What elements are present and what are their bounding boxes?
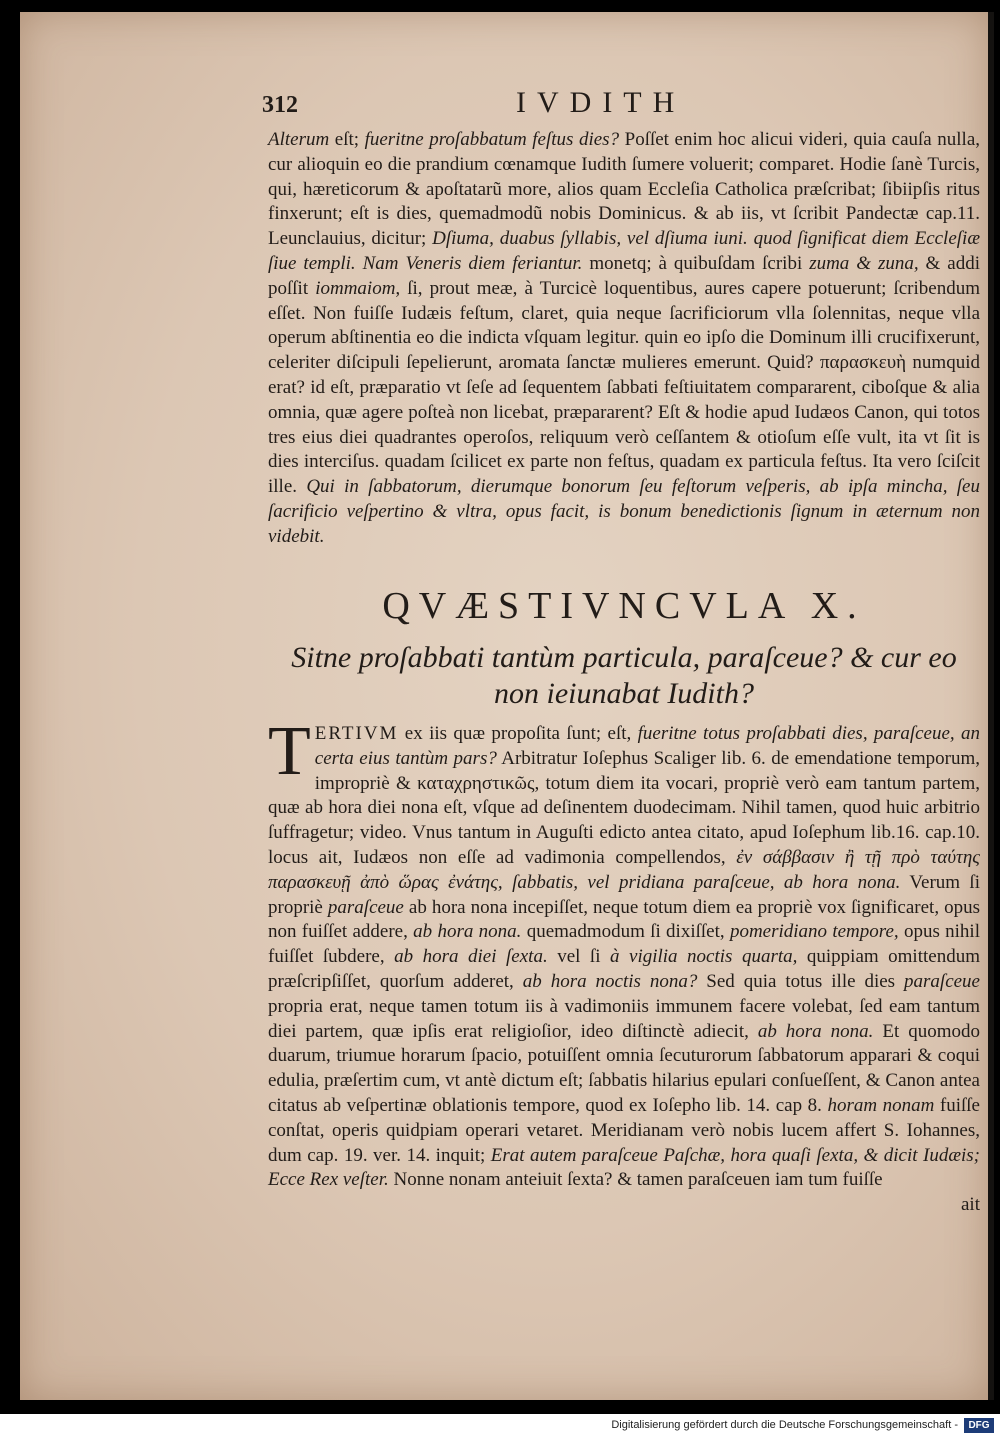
paragraph1-segment: & addi poſſit xyxy=(268,252,980,299)
paragraph2-segment: ἐν σάββασιν ἢ τῇ πρὸ ταύτης παρασκευῇ ἀπὸ ὥρας ἐνάτης, xyxy=(268,846,980,893)
paragraph1-segment: Dſiuma, duabus ſyllabis, vel dſiuma iuni. quod ſignificat diem Eccleſiæ ſiue templi. Nam Veneris diem feriantur. xyxy=(268,228,980,274)
paragraph2-segment: ab hora nona. xyxy=(757,1020,874,1042)
paragraph2-segment: Sed quia totus ille dies xyxy=(697,970,905,992)
paragraph2-segment: ab hora nona. xyxy=(413,921,522,943)
paragraph2-segment: propria erat, neque tamen totum iis à vadimoniis immunem facere volebat, ſed eam tantum diei partem, quæ ipſis erat religioſior, ideo diſtinctè adiecit, xyxy=(268,995,980,1042)
paragraph1-segment: zuma & zuna, xyxy=(809,252,919,274)
paragraph2-segment: fueritne totus proſabbati dies, paraſceue, an certa eius tantùm pars? xyxy=(314,723,980,769)
paragraph2-segment: ex iis quæ propoſita ſunt; eſt, xyxy=(398,723,638,744)
paragraph2-segment: Nonne nonam anteiuit ſexta? & tamen paraſceuen iam tum fuiſſe xyxy=(388,1169,883,1191)
paragraph2-segment: paraſceue xyxy=(904,970,980,992)
paragraph2-segment: vel ſi xyxy=(547,946,610,968)
paragraph2-segment: ab hora nona incepiſſet, neque totum diem ea propriè vox ſignificaret, opus non fuiſſet addere, xyxy=(268,896,980,943)
page-number: 312 xyxy=(262,92,298,118)
paragraph1-segment: iommaiom, xyxy=(315,277,401,299)
paragraph1-segment: fueritne proſabbatum feſtus dies? xyxy=(364,129,620,150)
running-head xyxy=(262,86,952,128)
paragraph1-segment: Qui in ſabbatorum, dierumque bonorum ſeu feſtorum veſperis, ab ipſa mincha, ſeu ſacrificio veſpertino & vltra, opus facit, is bonum benedictionis ſignum in æternum non videbit. xyxy=(268,476,980,547)
paragraph2-segment: ſabbatis, vel pridiana paraſceue, ab hora nona. xyxy=(512,871,901,893)
paragraph2-segment: opus nihil fuiſſet ſubdere, xyxy=(268,921,980,968)
paragraph2-segment: ab hora noctis nona? xyxy=(522,970,698,992)
paragraph2-segment: fuiſſe conſtat, operis quidpiam operari vetaret. Meridianam verò nobis lucem affert S. Iohannes, dum cap. 19. ver. 14. inquit; xyxy=(268,1094,980,1166)
paragraph2-segment: pomeridiano tempore, xyxy=(729,921,899,943)
paragraph2-segment: quippiam omittendum præſcripſiſſet, quorſum adderet, xyxy=(268,946,980,992)
running-title: IVDITH xyxy=(516,86,686,119)
dfg-logo: DFG xyxy=(964,1418,994,1433)
paragraph-alterum xyxy=(268,128,980,550)
paragraph1-segment: eſt; xyxy=(329,129,365,150)
paragraph2-segment: ab hora diei ſexta. xyxy=(394,946,548,968)
paragraph2-segment xyxy=(503,872,512,893)
paragraph2-segment: paraſceue xyxy=(327,896,404,918)
paragraph2-segment: horam nonam xyxy=(827,1094,935,1116)
catchword: ait xyxy=(961,1194,980,1216)
paragraph2-segment: Arbitratur Ioſephus Scaliger lib. 6. de emendatione temporum, impropriè & καταχρηστικῶς, totum diem ita vocari, propriè verò eam tantum partem, quæ ab hora diei nona eſt, vſque ad deſinentem duodecimam. Nihil tamen, quod huic arbitrio ſuffragetur; video. Vnus tantum in Auguſti edicto antea citato, apud Ioſephum lib.16. cap.10. locus ait, Iudæos non eſſe ad vadimonia compellendos, xyxy=(268,747,980,868)
paragraph1-segment: Alterum xyxy=(268,129,330,150)
footer-credit: Digitalisierung gefördert durch die Deutsche Forschungsgemeinschaft - xyxy=(611,1419,958,1431)
paragraph2-segment: Et quomodo duarum, triumue horarum ſpacio, potuiſſent omnia ſecuturorum ſabbatorum apparari & coqui edulia, præſertim cum, vt antè dictum eſt; ſabbatis hilarius epulari conſueſſent, & Canon antea citatus ab veſpertinæ oblationis tempore, quod ex Ioſepho lib. 14. cap 8. xyxy=(268,1020,980,1116)
section-subtitle: Sitne proſabbati tantùm particula, paraſceue? & cur eo non ieiunabat Iudith? xyxy=(291,641,957,710)
paragraph2-segment: quemadmodum ſi dixiſſet, xyxy=(521,921,730,943)
paragraph1-segment: ſi, prout meæ, à Turcicè loquentibus, aures capere potuerunt; ſcribendum eſſet. Non fuiſſe Iudæis feſtum, claret, quia neque ſacrificiorum vlla ſolennitas, neque vlla operum abſtinentia eo die indicta vſquam legitur. quin eo ipſo die Dominum illi crucifixerunt, celeriter diſcipuli ſepelierunt, aromata ſanctæ mulieres emerunt. Quid? παρασκευὴ numquid erat? id eſt, præparatio vt ſeſe ad ſequentem ſabbati feſtiuitatem compararent, ciboſque & alia omnia, quæ agere poſteà non licebat, præpararent? Eſt & hodie apud Iudæos Canon, qui totos tres eius diei quadrantes operoſos, reliquum verò ceſſantem & otioſum eſſe vult, ita vt ſit is dies interciſus. quadam ſcilicet ex parte non feſtus, quadam ex particula feſtus. Ita vero ſciſcit ille. xyxy=(268,277,980,498)
paragraph2-segment: Erat autem paraſceue Paſchæ, hora quaſi ſexta, & dicit Iudæis; Ecce Rex veſter. xyxy=(268,1144,980,1191)
paragraph-tertium xyxy=(268,713,980,1218)
paragraph1-segment: monetq; à quibuſdam ſcribi xyxy=(582,252,810,274)
paragraph2-segment: Verum ſi propriè xyxy=(268,871,980,918)
footer-bar xyxy=(0,1414,1000,1438)
paragraph-body xyxy=(268,713,980,1191)
small-caps-word: ERTIVM xyxy=(314,723,399,744)
section-heading: QVÆSTIVNCVLA X. xyxy=(382,585,866,627)
paragraph1-segment: Poſſet enim hoc alicui videri, quia cauſa nulla, cur alioquin eo die prandium cœnamque Iudith ſumere voluerit; comparet. Hodie ſanè Turcis, qui, hæreticorum & apoſtatarũ more, alios quam Eccleſia Catholica præſcribat; ſibiipſis ritus finxerunt; eſt is dies, quemadmodũ nobis Dominicus. & ab iis, vt ſcribit Pandectæ cap.11. Leunclauius, dicitur; xyxy=(268,129,981,250)
paragraph2-segment: à vigilia noctis quarta, xyxy=(610,946,798,968)
drop-cap: T xyxy=(268,713,311,790)
